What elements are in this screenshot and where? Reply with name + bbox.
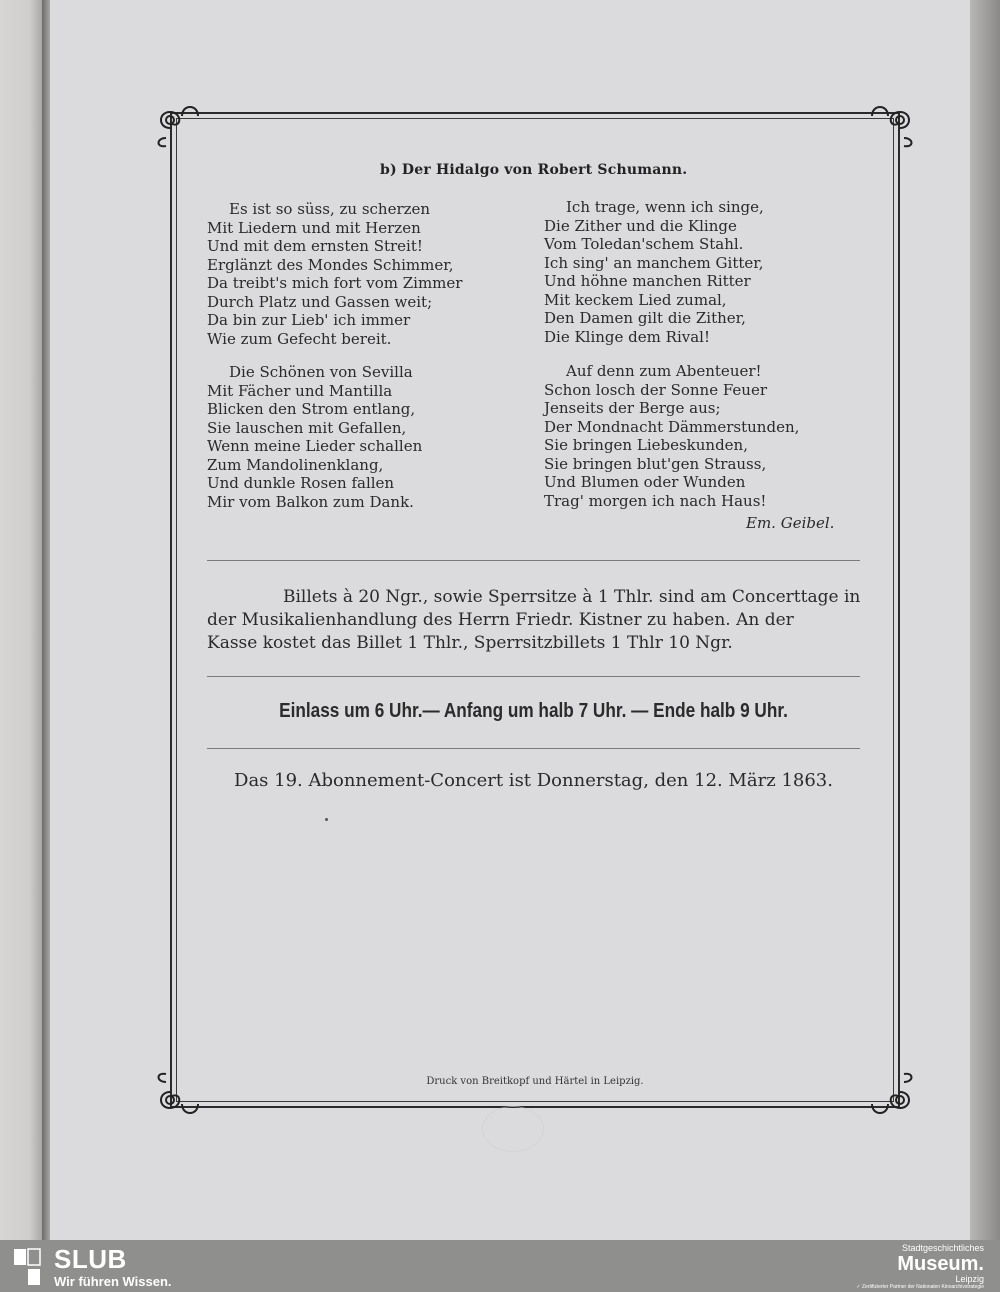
poem-line: Der Mondnacht Dämmerstunden, (544, 417, 800, 436)
poem-stanza-left-2 (207, 363, 422, 511)
poem-line: Mit keckem Lied zumal, (544, 290, 727, 309)
song-title: b) Der Hidalgo von Robert Schumann. (380, 162, 688, 178)
poem-line: Blicken den Strom entlang, (207, 400, 416, 418)
poem-line: Mir vom Balkon zum Dank. (207, 492, 414, 511)
facing-page-edge (0, 0, 42, 1240)
poem-stanza-right-2 (544, 362, 799, 510)
poem-line: Und mit dem ernsten Streit! (207, 237, 423, 255)
poem-line: Auf denn zum Abenteuer! (566, 362, 762, 380)
poem-line: Die Klinge dem Rival! (544, 327, 710, 346)
poem-line: Da treibt's mich fort vom Zimmer (207, 274, 463, 292)
poem-line: Und Blumen oder Wunden (544, 473, 746, 491)
museum-logo[interactable] (856, 1243, 984, 1290)
printer-imprint: Druck von Breitkopf und Härtel in Leipzig. (426, 1076, 644, 1087)
poem-author: Em. Geibel. (746, 514, 835, 532)
concert-times: Einlass um 6 Uhr.— Anfang um halb 7 Uhr. — Ende halb 9 Uhr. (279, 700, 788, 722)
poem-line: Sie bringen blut'gen Strauss, (544, 454, 767, 473)
poem-line: Erglänzt des Mondes Schimmer, (207, 255, 454, 274)
slub-slogan: Wir führen Wissen. (54, 1274, 172, 1289)
ticket-info-paragraph (207, 586, 862, 655)
poem-line: Es ist so süss, zu scherzen (229, 200, 431, 218)
poem-line: Die Schönen von Sevilla (229, 363, 413, 381)
ticket-info-line: Kasse kostet das Billet 1 Thlr., Sperrsitzbillets 1 Thlr 10 Ngr. (207, 633, 733, 653)
poem-stanza-right-1 (544, 198, 764, 346)
divider-rule (207, 560, 860, 561)
poem-line: Die Zither und die Klinge (544, 216, 737, 235)
poem-line: Sie lauschen mit Gefallen, (207, 418, 407, 437)
next-concert-notice: Das 19. Abonnement-Concert ist Donnerstag, den 12. März 1863. (234, 770, 833, 791)
print-speck (325, 818, 328, 821)
ornament-corner-top-left-icon (152, 98, 204, 150)
museum-note: ✓ Zertifizierter Partner der Nationalen Kinoarchivstrategie (856, 1284, 984, 1290)
museum-top-line: Stadtgeschichtliches (901, 1243, 984, 1253)
slub-logo-icon[interactable] (12, 1247, 42, 1287)
ticket-info-line: Billets à 20 Ngr., sowie Sperrsitze à 1 Thlr. sind am Concerttage in (283, 587, 861, 607)
page-right-edge (970, 0, 1000, 1240)
museum-city: Leipzig (955, 1274, 984, 1284)
poem-line: Zum Mandolinenklang, (207, 455, 384, 474)
poem-line: Da bin zur Lieb' ich immer (207, 311, 411, 329)
embossed-stamp (482, 1106, 544, 1152)
poem-line: Ich sing' an manchem Gitter, (544, 253, 764, 272)
poem-line: Durch Platz und Gassen weit; (207, 292, 433, 311)
page-gutter (42, 0, 50, 1240)
poem-line: Wenn meine Lieder schallen (207, 437, 423, 455)
poem-line: Ich trage, wenn ich singe, (566, 198, 764, 216)
poem-stanza-left-1 (207, 200, 462, 348)
poem-line: Jenseits der Berge aus; (544, 399, 721, 417)
poem-line: Sie bringen Liebeskunden, (544, 436, 748, 454)
poem-line: Und dunkle Rosen fallen (207, 474, 395, 492)
poem-line: Und höhne manchen Ritter (544, 272, 751, 290)
poem-line: Mit Liedern und mit Herzen (207, 218, 421, 237)
divider-rule (207, 748, 860, 749)
ornament-corner-top-right-icon (866, 98, 918, 150)
slub-name[interactable]: SLUB (54, 1244, 127, 1274)
poem-line: Trag' morgen ich nach Haus! (544, 491, 767, 510)
poem-line: Schon losch der Sonne Feuer (544, 380, 768, 399)
ticket-info-line: der Musikalienhandlung des Herrn Friedr. Kistner zu haben. An der (207, 610, 794, 630)
divider-rule (207, 676, 860, 677)
viewer-footer (0, 1240, 1000, 1292)
poem-line: Wie zum Gefecht bereit. (207, 329, 392, 348)
museum-name: Museum. (897, 1253, 984, 1275)
poem-line: Mit Fächer und Mantilla (207, 381, 393, 400)
poem-line: Vom Toledan'schem Stahl. (544, 235, 744, 253)
poem-line: Den Damen gilt die Zither, (544, 309, 746, 327)
